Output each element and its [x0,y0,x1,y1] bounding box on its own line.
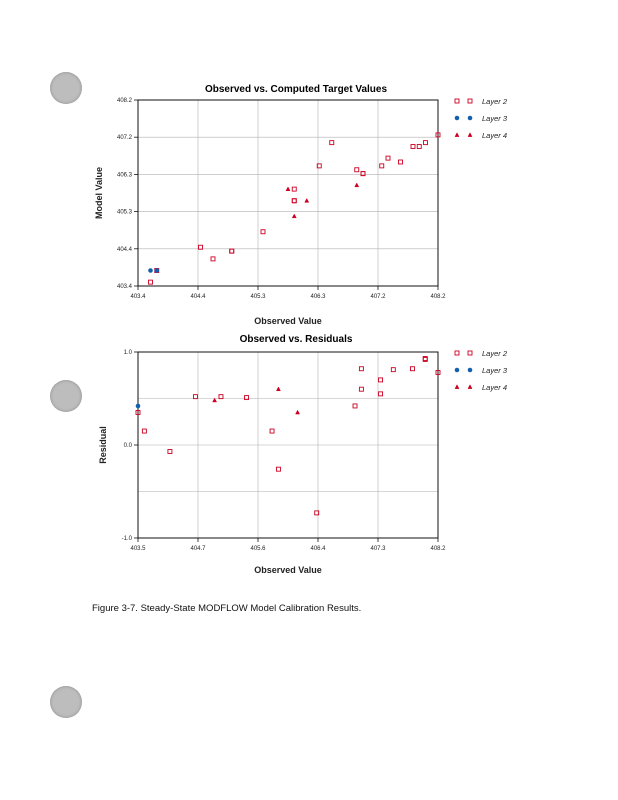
chart2-x-tick-label: 408.2 [430,546,446,552]
chart1-point-square [361,172,365,176]
chart2-point-square [359,367,363,371]
chart2-legend-marker-triangle [455,385,459,389]
chart2-point-square [359,387,363,391]
chart1-point-circle [155,269,159,273]
chart1-point-square [380,164,384,168]
chart1-y-tick-label: 407.2 [116,135,132,142]
chart1-legend-label: Layer 3 [482,114,508,123]
chart1-plot-frame [138,100,438,286]
chart2-point-square [142,429,146,433]
chart1-point-triangle [286,187,290,191]
chart1-point-square [417,145,421,149]
chart2-point-square [379,378,383,382]
chart1-x-tick-label: 403.4 [130,294,146,300]
chart1-series-layer-2 [149,133,441,284]
chart2-point-square [353,404,357,408]
chart1-point-square [230,249,234,253]
chart2-point-square [245,396,249,400]
chart1-point-square [424,141,428,145]
chart1-point-circle [149,269,153,273]
chart1-y-tick-label: 404.4 [116,246,132,253]
chart2-y-tick-label: 0.0 [123,443,132,449]
chart1-legend-marker-triangle [455,133,459,137]
chart2-point-triangle [296,410,300,414]
chart2-point-circle [136,404,140,408]
chart2-x-tick-label: 403.5 [130,546,146,552]
chart1-x-axis-label: Observed Value [254,316,322,326]
chart1-title: Observed vs. Computed Target Values [204,84,388,95]
chart2-y-tick-label: -1.0 [121,536,132,542]
chart2-point-square [270,429,274,433]
chart2-x-axis-label: Observed Value [254,565,322,575]
chart2-legend-marker-triangle [468,385,472,389]
chart2-point-square [219,395,223,399]
chart1-point-square [411,145,415,149]
chart1-legend-marker-triangle [468,133,472,137]
chart1-point-triangle [292,214,296,218]
chart1-series-layer-3 [149,269,159,273]
chart1-legend-marker-square [468,99,472,103]
chart2-point-square [379,392,383,396]
chart1-series-layer-4 [286,183,359,218]
chart1-legend-marker-square [455,99,459,103]
chart2-series-layer-3 [136,404,140,408]
chart2-legend-label: Layer 4 [482,383,508,392]
chart2-point-triangle [276,387,280,391]
chart2-point-square [276,467,280,471]
chart1-x-tick-label: 407.2 [370,294,386,300]
chart1-x-tick-label: 405.3 [250,294,266,300]
chart2-legend-marker-circle [455,368,459,372]
chart1-point-square [292,199,296,203]
chart1-point-square [292,199,296,203]
chart2-point-square [410,367,414,371]
chart1-point-square [355,168,359,172]
chart1-legend-label: Layer 4 [482,131,508,140]
chart1-y-tick-label: 406.3 [116,172,132,179]
chart2-x-tick-label: 407.3 [370,546,386,552]
chart1-point-square [149,280,153,284]
chart2-x-tick-label: 404.7 [190,546,206,552]
chart1-y-tick-label: 405.3 [116,209,132,216]
chart2-series-layer-4 [213,387,300,414]
chart2-y-axis-label: Residual [98,426,108,464]
chart1-point-square [292,187,296,191]
chart2-legend-label: Layer 2 [482,349,508,358]
chart1-y-axis-label: Model Value [94,166,104,220]
chart2-legend-marker-square [468,351,472,355]
chart2-legend-label: Layer 3 [482,366,508,375]
chart1-legend-label: Layer 2 [482,97,508,106]
chart1-point-square [330,141,334,145]
chart1-point-square [261,230,265,234]
chart1-y-tick-label: 403.4 [116,284,132,290]
chart1-x-tick-label: 408.2 [430,294,446,300]
chart2-y-tick-label: 1.0 [123,350,132,356]
chart1-legend-marker-circle [468,116,472,120]
chart2-point-square [168,450,172,454]
chart2-legend-marker-circle [468,368,472,372]
chart1-point-square [230,249,234,253]
chart2-legend-marker-square [455,351,459,355]
chart1-x-tick-label: 404.4 [190,294,206,300]
chart1-y-tick-label: 408.2 [116,98,132,104]
chart1-point-square [399,160,403,164]
chart2-title: Observed vs. Residuals [239,334,353,345]
chart1-point-square [211,257,215,261]
chart2-x-tick-label: 405.6 [250,546,266,552]
chart2-point-square [391,368,395,372]
chart1-point-triangle [355,183,359,187]
chart1-x-tick-label: 406.3 [310,294,326,300]
chart1-legend-marker-circle [455,116,459,120]
chart1-point-square [386,156,390,160]
chart1-point-square [361,172,365,176]
chart1-point-triangle [305,199,309,203]
chart2-x-tick-label: 406.4 [310,546,326,552]
figure-caption: Figure 3-7. Steady-State MODFLOW Model Calibration Results. [92,603,362,614]
chart2-series-layer-2 [136,357,440,515]
chart2-point-square [193,395,197,399]
